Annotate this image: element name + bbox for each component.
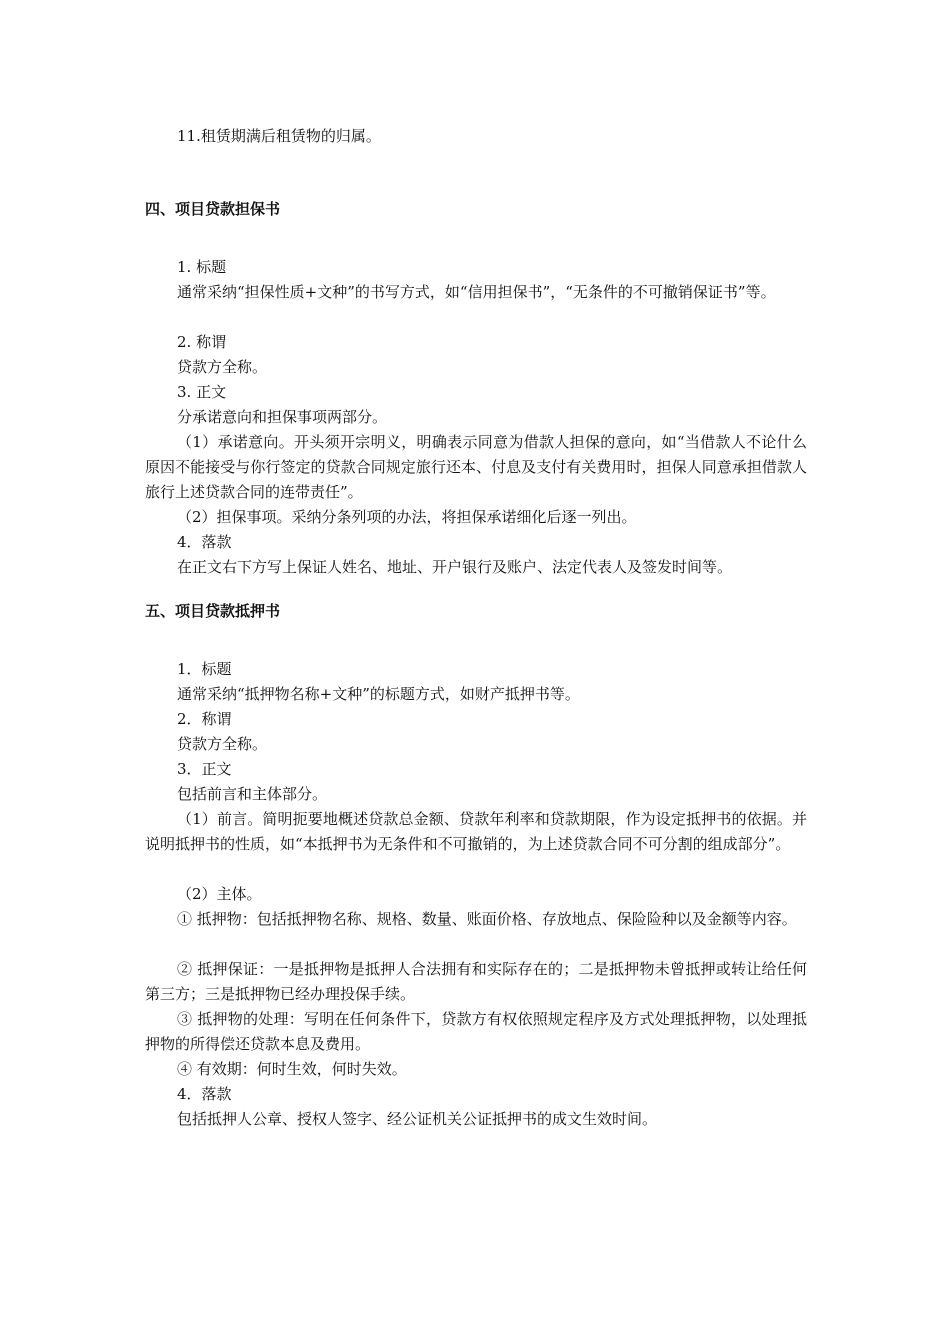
mortgage-salutation-text: 贷款方全称。 — [177, 735, 268, 753]
lease-item-11: 11.租赁期满后租赁物的归属。 — [177, 127, 381, 145]
mortgage-preface-text: （1）前言。简明扼要地概述贷款总金额、贷款年利率和贷款期限，作为设定抵押书的依据。并说明抵押书的性质，如“本抵押书为无条件和不可撤销的，为上述贷款合同不可分割的组成部分”。 — [145, 810, 807, 853]
guarantee-commitment-text: （1）承诺意向。开头须开宗明义，明确表示同意为借款人担保的意向，如“当借款人不论什么原因不能接受与你行签定的贷款合同规定旅行还本、付息及支付有关费用时，担保人同意承担借款人旅行上述贷款合同的连带责任”。 — [145, 433, 807, 501]
mortgage-item-guarantee: ② 抵押保证：一是抵押物是抵押人合法拥有和实际存在的；二是抵押物未曾抵押或转让给任何第三方；三是抵押物已经办理投保手续。 — [145, 960, 807, 1003]
mortgage-item-collateral: ① 抵押物：包括抵押物名称、规格、数量、账面价格、存放地点、保险险种以及金额等内容。 — [177, 910, 797, 928]
mortgage-body-text: 包括前言和主体部分。 — [177, 785, 328, 803]
guarantee-matters-text: （2）担保事项。采纳分条列项的办法，将担保承诺细化后逐一列出。 — [177, 508, 637, 526]
mortgage-signature-text: 包括抵押人公章、授权人签字、经公证机关公证抵押书的成文生效时间。 — [177, 1110, 658, 1128]
guarantee-salutation-text: 贷款方全称。 — [177, 358, 268, 376]
guarantee-body-label: 3. 正文 — [177, 383, 227, 401]
section-heading-guarantee: 四、项目贷款担保书 — [145, 200, 281, 218]
guarantee-title-text: 通常采纳“担保性质+文种”的书写方式，如“信用担保书”，“无条件的不可撤销保证书”等。 — [177, 283, 776, 301]
guarantee-body-text: 分承诺意向和担保事项两部分。 — [177, 408, 388, 426]
mortgage-title-text: 通常采纳“抵押物名称+文种”的标题方式，如财产抵押书等。 — [177, 685, 580, 703]
section-heading-mortgage: 五、项目贷款抵押书 — [145, 602, 281, 620]
mortgage-item-disposal: ③ 抵押物的处理：写明在任何条件下，贷款方有权依照规定程序及方式处理抵押物，以处理抵押物的所得偿还贷款本息及费用。 — [145, 1010, 807, 1053]
mortgage-item-validity: ④ 有效期：何时生效，何时失效。 — [177, 1060, 407, 1078]
mortgage-signature-label: 4．落款 — [177, 1085, 232, 1103]
mortgage-salutation-label: 2．称谓 — [177, 710, 232, 728]
mortgage-body-label: 3．正文 — [177, 760, 232, 778]
mortgage-title-label: 1．标题 — [177, 660, 232, 678]
guarantee-signature-label: 4．落款 — [177, 533, 232, 551]
guarantee-signature-text: 在正文右下方写上保证人姓名、地址、开户银行及账户、法定代表人及签发时间等。 — [177, 558, 733, 576]
guarantee-title-label: 1. 标题 — [177, 258, 227, 276]
guarantee-salutation-label: 2. 称谓 — [177, 333, 227, 351]
mortgage-main-label: （2）主体。 — [177, 885, 262, 903]
